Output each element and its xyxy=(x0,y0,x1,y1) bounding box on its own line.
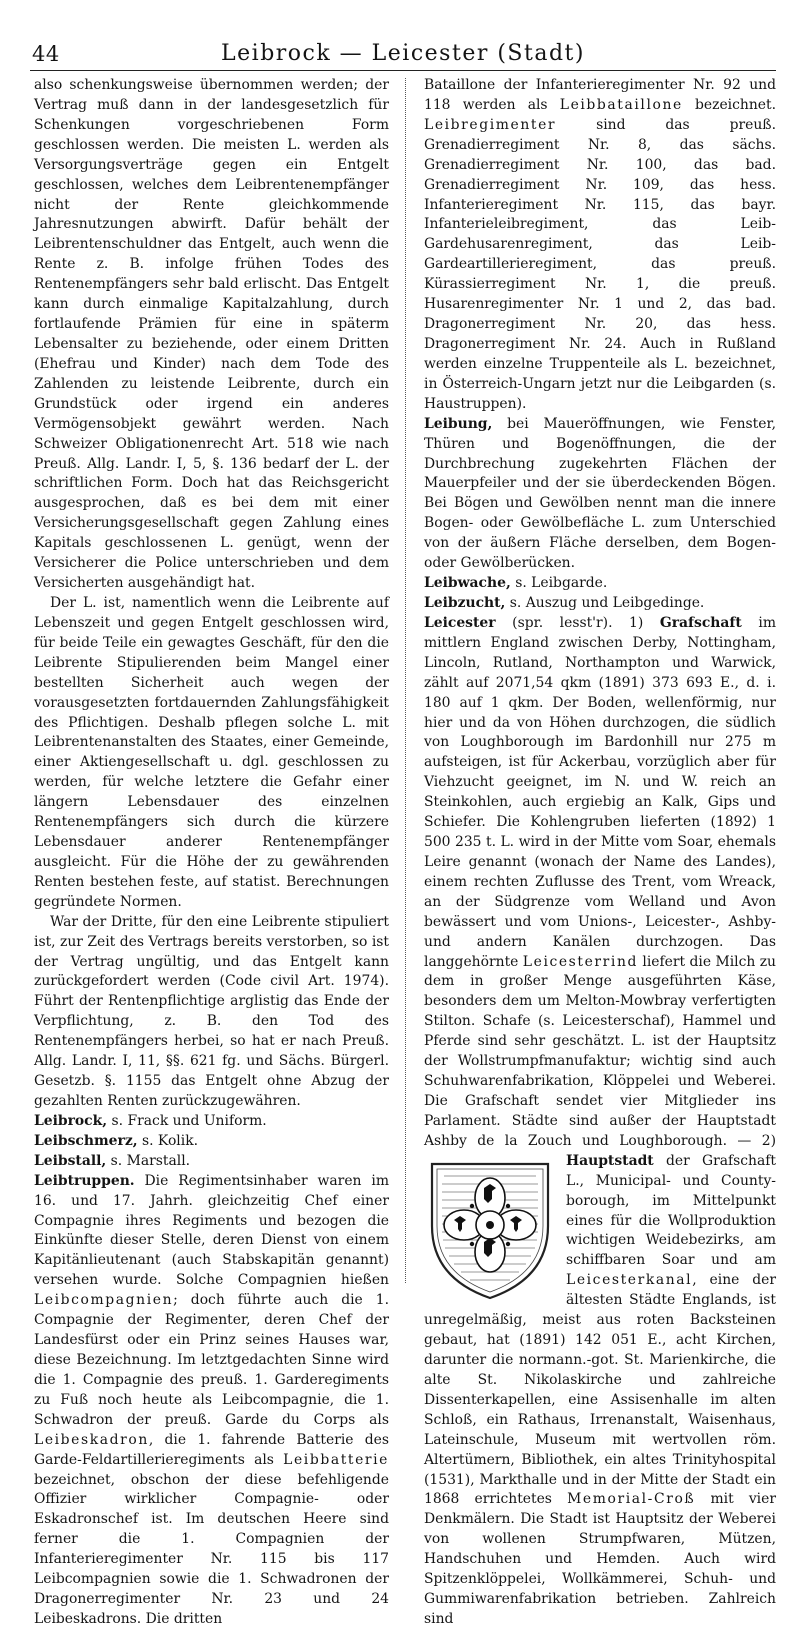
entry-text: s. Frack und Uniform. xyxy=(107,1112,267,1129)
entry-headword: Leibtruppen. xyxy=(34,1172,135,1189)
paragraph-continuation: also schenkungsweise übernommen werden; der Vertrag muß dann in der landesgesetzlich für Schenkungen vorgeschriebenen Form geschlossen werden. Die meisten L. werden als Versorgungsverträge gegen ein Entgelt geschlossen, welches dem Leibrentenempfänger nicht der Rente gleichkommende Jahresnutzungen abwirft. Dafür behält der Leibrentenschuldner das Entgelt, auch wenn die Rente z. B. infolge frühen Todes des Rentenempfängers sehr bald erlischt. Das Entgelt kann durch einmalige Kapitalzahlung, durch fortlaufende Prämien für eine in späterm Lebensalter zu beziehende, oder einem Dritten (Ehefrau und Kinder) nach dem Tode des Zahlenden zu leistende Leibrente, durch ein Grundstück oder irgend ein anderes Vermögensobjekt gewährt werden. Nach Schweizer Obligationenrecht Art. 518 wie nach Preuß. Allg. Landr. I, 5, §. 136 bedarf der L. der schriftlichen Form. Doch hat das Reichsgericht ausgesprochen, daß es bei dem mit einer Versicherungsgesellschaft gegen Zahlung eines Kapitals geschlossenen L. genügt, wenn der Versicherer die Police unterschrieben und dem Versicherten ausgehändigt hat. xyxy=(34,77,389,592)
entry-text: im mittlern England zwischen Derby, Nottingham, Lincoln, Rutland, Northampton und Warwick, zählt auf 2071,54 qkm (1891) 373 693 E., d. i. 180 auf 1 qkm. Der Boden, wellenförmig, nur hier und da von Höhen durchzogen, die südlich von Loughborough im Bardonhill nur 275 m aufsteigen, ist für Ackerbau, vorzüglich aber für Viehzucht geeignet, im N. und W. reich an Steinkohlen, auch ergiebig an Kalk, Gips und Schiefer. Die Kohlengruben lieferten (1892) 1 500 235 t. L. wird in der Mitte vom Soar, ehemals Leire genannt (wonach der Name des Landes), einem rechten Zuflusse des Trent, vom Wreack, an der Südgrenze vom Welland und Avon bewässert und vom Unions-, Leicester-, Ashby- und andern Kanälen durchzogen. Das langgehörnte xyxy=(424,614,776,970)
header-rule xyxy=(30,70,776,71)
spaced-term: Leibregimenter xyxy=(424,116,557,133)
spaced-term: Leibeskadron xyxy=(34,1431,149,1448)
page-header xyxy=(30,38,776,72)
spaced-term: Leibcompagnien xyxy=(34,1292,174,1309)
column-divider xyxy=(405,78,406,1283)
entry-text: mit vier Denkmälern. Die Stadt ist Hauptsitz der Weberei von wollenen Strumpfwaren, Mützen, Handschuhen und Hemden. Auch wird Spitzenklöppelei, Wollkämmerei, Schuh- und Gummiwarenfabrikation betrieben. Zahlreich sind xyxy=(424,1491,776,1627)
entry-leibwache xyxy=(424,574,776,594)
entry-headword: Leibung, xyxy=(424,415,493,432)
entry-text: s. Leibgarde. xyxy=(510,575,608,592)
paragraph: War der Dritte, für den eine Leibrente stipuliert ist, zur Zeit des Vertrags bereits verstorben, so ist der Vertrag ungültig, und das Entgelt kann zurückgefordert werden (Code civil Art. 1974). Führt der Rentenpflichtige arglistig das Ende der Verpflichtung, z. B. den Tod des Rentenempfängers herbei, so hat er nach Preuß. Allg. Landr. I, 11, §§. 621 fg. und Sächs. Bürgerl. Gesetzb. §. 1155 das Entgelt ohne Abzug der gezahlten Renten zurückzugewähren. xyxy=(34,913,389,1110)
entry-headword: Leicester xyxy=(424,614,496,631)
entry-leibtruppen xyxy=(34,1172,389,1630)
coat-of-arms-icon xyxy=(424,1156,556,1304)
entry-leibstall xyxy=(34,1152,389,1172)
entry-text: s. Kolik. xyxy=(137,1132,199,1149)
paragraph: Der L. ist, namentlich wenn die Leibrente auf Lebenszeit und gegen Entgelt geschlossen wird, für beide Teile ein gewagtes Geschäft, für den die Leibrente Stipulierenden beim Mangel einer bestellten Sicherheit auch wegen der vorausgesetzten fortdauernden Zahlungsfähigkeit des Pflichtigen. Deshalb pflegen solche L. mit Leibrentenanstalten des Staates, einer Gemeinde, einer Aktiengesellschaft u. dgl. geschlossen zu werden, für welche letztere die Gefahr einer längern Lebensdauer des einzelnen Rentenempfängers sich durch die kürzere Lebensdauer anderer Rentenempfänger ausgleicht. Für die Höhe der zu gewährenden Renten bestehen feste, auf statist. Berechnungen gegründete Normen. xyxy=(34,594,389,910)
entry-text: sind das preuß. Grenadierregiment Nr. 8, das sächs. Grenadierregiment Nr. 100, das bad. Grenadierregiment Nr. 109, das hess. Infanterieregiment Nr. 115, das bayr. Infanterieleibregiment, das Leib-Gardehusarenregiment, das Leib-Gardeartillerieregiment, das preuß. Kürassierregiment Nr. 1, die preuß. Husarenregimenter Nr. 1 und 2, das bad. Dragonerregiment Nr. 20, das hess. Dragonerregiment Nr. 24. Auch in Rußland werden einzelne Truppenteile als L. bezeichnet, in Österreich-Ungarn jetzt nur die Leibgarden (s. Haustruppen). xyxy=(424,116,776,412)
left-column xyxy=(34,76,389,1630)
entry-headword: Leibschmerz, xyxy=(34,1132,138,1149)
entry-text: bezeichnet, obschon der diese befehligende Offizier wirklicher Compagnie- oder Eskadronschef ist. Im deutschen Heere sind ferner die 1. Compagnien der Infanterieregimenter Nr. 115 bis 117 Leibcompagnien sowie die 1. Schwadronen der Dragonerregimenter Nr. 23 und 24 Leibeskadrons. Die dritten xyxy=(34,1471,389,1627)
entry-headword: Leibstall, xyxy=(34,1152,107,1169)
entry-headword: Leibrock, xyxy=(34,1112,108,1129)
entry-leicester xyxy=(424,614,776,1630)
entry-leibrock xyxy=(34,1112,389,1132)
subentry-heading: Hauptstadt xyxy=(566,1152,654,1169)
entry-text: ; doch führte auch die 1. Compagnie der Regimenter, deren Chef der Landesfürst oder ein Prinz seines Hauses war, diese Bezeichnung. Im letztgedachten Sinne wird die 1. Compagnie des preuß. 1. Garderegiments zu Fuß noch heute als Leibcompagnie, die 1. Schwadron der preuß. Garde du Corps als xyxy=(34,1292,389,1428)
entry-leibschmerz xyxy=(34,1132,389,1152)
spaced-term: Leibbataillone xyxy=(559,96,683,113)
entry-text: der Grafschaft L., Municipal- und County-borough, im Mittelpunkt eines für die Wollproduktion wichtigen Weidebezirks, am schiffbaren Soar und am xyxy=(566,1152,776,1269)
spaced-term: Leicesterrind xyxy=(522,953,638,970)
entry-text: s. Auszug und Leibgedinge. xyxy=(505,594,705,611)
entry-leibung xyxy=(424,415,776,574)
entry-text: bezeichnet. xyxy=(682,96,777,113)
page-number: 44 xyxy=(32,42,60,66)
right-column xyxy=(424,76,776,1630)
entry-text: (spr. lesst'r). 1) xyxy=(495,614,660,631)
paragraph-continuation xyxy=(424,76,776,415)
entry-text: , die 1. fahrende Batterie des Garde-Feldartillerieregiments als xyxy=(34,1431,389,1468)
entry-text: Bataillone der Infanterieregimenter Nr. 92 und 118 werden als xyxy=(424,77,776,113)
entry-text: Die Regimentsinhaber waren im 16. und 17. Jahrh. gleichzeitig Chef einer Compagnie ihres Regiments und bezogen die Einkünfte dieser Stelle, deren Dienst von einem Kapitänlieutenant (auch Stabskapitän genannt) versehen wurde. Solche Compagnien hießen xyxy=(34,1172,389,1289)
entry-text: liefert die Milch zu dem in großer Menge ausgeführten Käse, besonders dem um Melton-Mowbray verfertigten Stilton. Schafe (s. Leicesterschaf), Hammel und Pferde sind sehr geschätzt. L. ist der Hauptsitz der Wollstrumpfmanufaktur; wichtig sind auch Schuhwarenfabrikation, Klöppelei und Weberei. Die Grafschaft sendet vier Mitglieder ins Parlament. Städte sind außer der Hauptstadt Ashby de la Zouch und Loughborough. — 2) xyxy=(424,953,776,1149)
entry-leibzucht xyxy=(424,594,776,614)
subentry-heading: Grafschaft xyxy=(659,614,742,631)
entry-text: s. Marstall. xyxy=(106,1152,191,1169)
running-title: Leibrock — Leicester (Stadt) xyxy=(221,41,585,66)
spaced-term: Memorial-Croß xyxy=(567,1491,696,1508)
entry-text: bei Maueröffnungen, wie Fenster, Thüren und Bogenöffnungen, die der Durchbrechung zugekehrten Flächen der Mauerpfeiler und der sie überdeckenden Bögen. Bei Bögen und Gewölben nennt man die innere Bogen- oder Gewölbefläche L. zum Unterschied von der äußern Fläche derselben, dem Bogen- oder Gewölberücken. xyxy=(424,415,776,572)
spaced-term: Leicesterkanal xyxy=(566,1272,693,1289)
spaced-term: Leibbatterie xyxy=(283,1451,389,1468)
entry-headword: Leibwache, xyxy=(424,575,511,592)
entry-text: , eine der ältesten Städte Englands, ist unregelmäßig, meist aus roten Backsteinen gebaut, hat (1891) 142 051 E., acht Kirchen, darunter die normann.-got. St. Marienkirche, die alte St. Nikolaskirche und zahlreiche Dissenterkapellen, eine Assisenhalle im alten Schloß, ein Rathaus, Irrenanstalt, Waisenhaus, Lateinschule, Museum mit wertvollen röm. Altertümern, Bibliothek, ein altes Trinityhospital (1531), Markthalle und in der Mitte der Stadt ein 1868 errichtetes xyxy=(424,1272,776,1508)
entry-headword: Leibzucht, xyxy=(424,594,506,611)
